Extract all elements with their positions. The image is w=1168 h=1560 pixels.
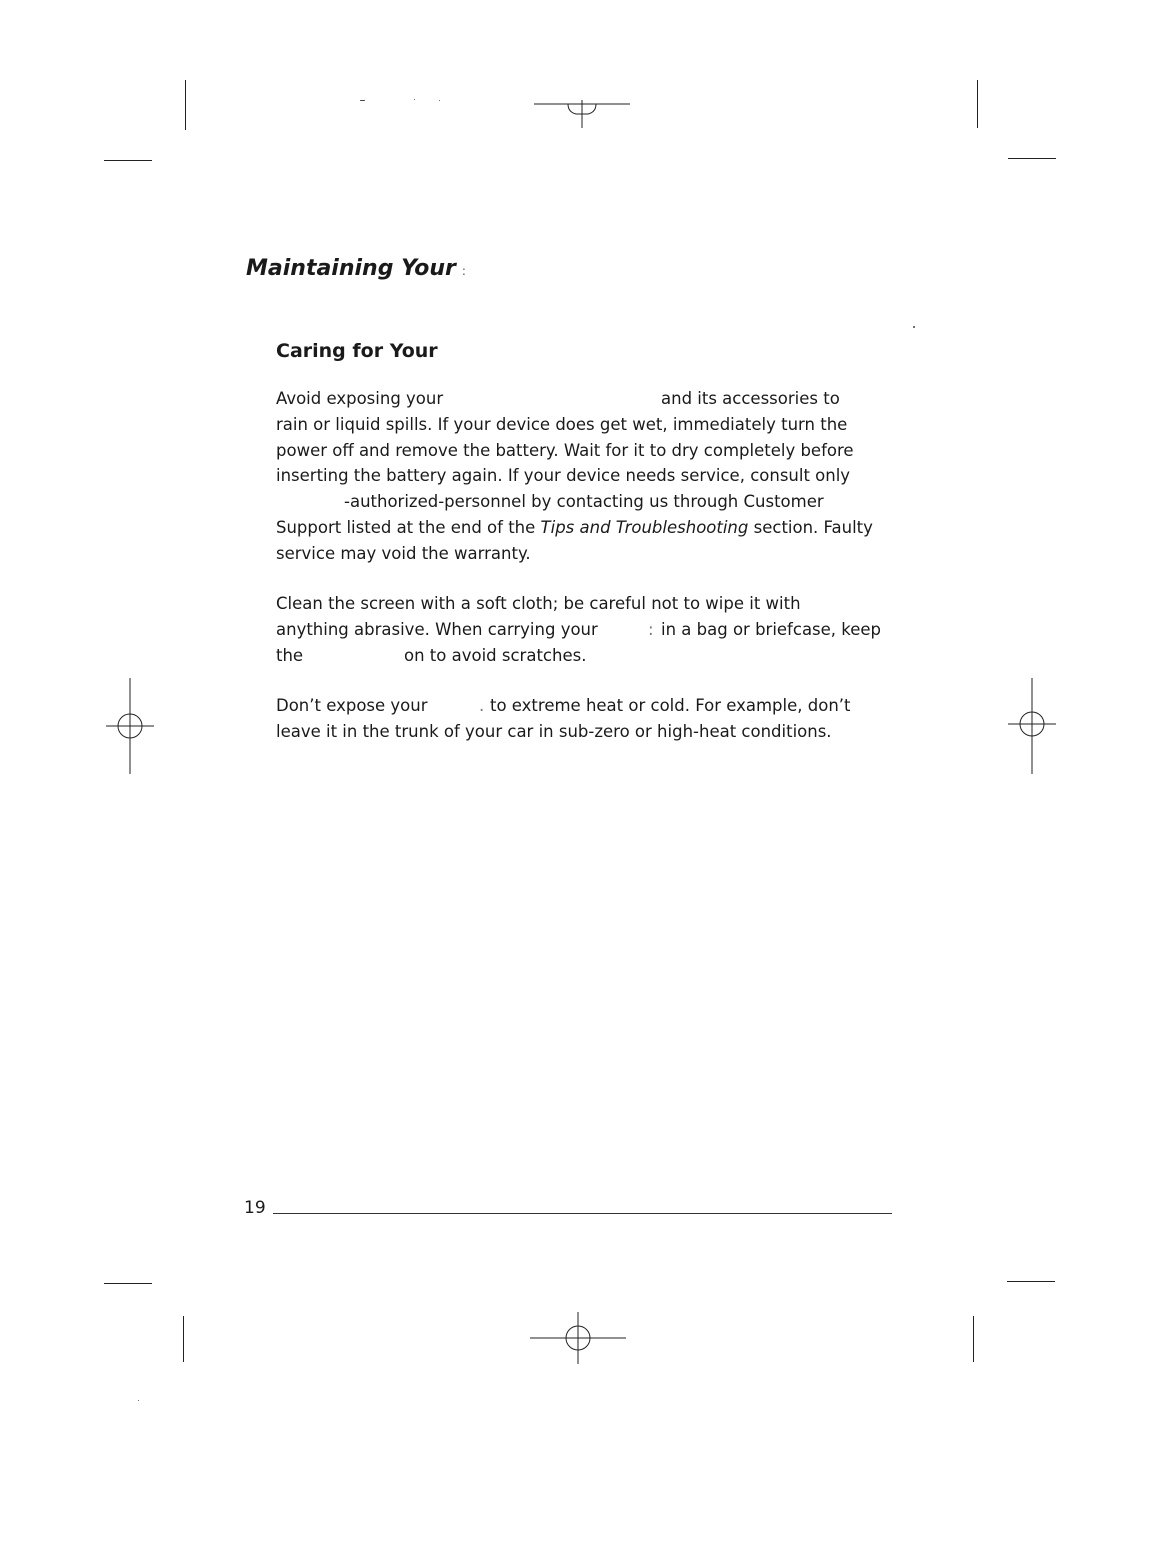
crop-mark-bottom-right-horizontal (1007, 1281, 1055, 1282)
crop-mark-top-right-horizontal (1008, 158, 1056, 159)
text-segment: to extreme heat or cold. For example, don’t (490, 696, 851, 715)
text-segment: and its accessories to (661, 389, 840, 408)
page-title-text: Maintaining Your (246, 256, 456, 281)
scan-speck (360, 100, 365, 101)
paragraph-temperature (276, 693, 896, 745)
text-line: service may void the warranty. (276, 543, 531, 563)
text-line: leave it in the trunk of your car in sub-zero or high-heat conditions. (276, 721, 832, 741)
text-segment: anything abrasive. When carrying your (276, 619, 598, 639)
page-title (246, 256, 466, 281)
text-segment: Don’t expose your (276, 696, 428, 715)
text-segment: on to avoid scratches. (404, 645, 587, 665)
text-line (276, 515, 896, 541)
text-mark: : (648, 619, 654, 639)
crop-mark-bottom-right-vertical (973, 1316, 974, 1362)
crop-mark-top-left-horizontal (104, 160, 152, 161)
text-line (276, 617, 896, 643)
registration-mark-bottom-center (526, 1310, 630, 1366)
text-segment: -authorized-personnel by contacting us through Customer (344, 492, 824, 512)
text-line: power off and remove the battery. Wait for it to dry completely before (276, 440, 854, 460)
text-line (276, 693, 896, 719)
scan-speck (414, 99, 415, 100)
crop-mark-top-left-vertical (185, 80, 186, 130)
footer-rule (273, 1213, 892, 1214)
registration-mark-right (1006, 676, 1058, 776)
text-line (276, 643, 896, 669)
text-line: Clean the screen with a soft cloth; be careful not to wipe it with (276, 594, 801, 613)
scan-speck (913, 326, 915, 328)
text-segment: Support listed at the end of the (276, 517, 541, 537)
scan-speck (138, 1400, 139, 1401)
text-line (276, 386, 896, 412)
paragraph-screen-cleaning (276, 591, 896, 668)
text-line: inserting the battery again. If your device needs service, consult only (276, 466, 851, 486)
text-segment: in a bag or briefcase, keep (661, 619, 882, 639)
page-title-trailing-mark: : (461, 264, 466, 278)
scan-speck (439, 100, 440, 101)
crop-mark-bottom-left-vertical (183, 1316, 184, 1362)
text-line: rain or liquid spills. If your device does get wet, immediately turn the (276, 414, 848, 434)
text-segment: section. Faulty (748, 517, 873, 537)
section-heading: Caring for Your (276, 340, 438, 362)
crop-mark-bottom-left-horizontal (104, 1283, 152, 1284)
text-mark: . (479, 696, 485, 715)
text-segment: the (276, 645, 304, 665)
page-number: 19 (244, 1198, 266, 1218)
registration-mark-left (104, 676, 156, 776)
paragraph-water-exposure (276, 386, 896, 567)
section-reference: Tips and Troubleshooting (540, 517, 749, 537)
registration-mark-top-center (530, 92, 634, 132)
crop-mark-top-right-vertical (977, 80, 978, 128)
text-line (276, 489, 896, 515)
text-segment: Avoid exposing your (276, 389, 444, 408)
